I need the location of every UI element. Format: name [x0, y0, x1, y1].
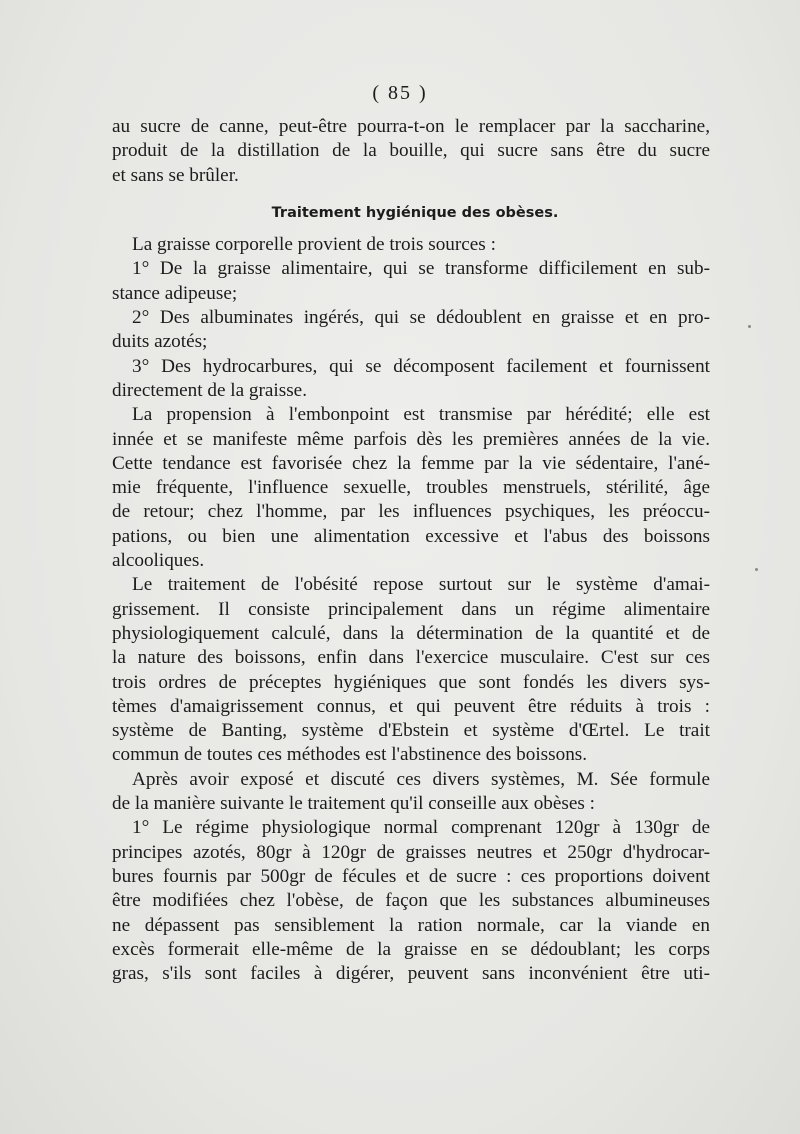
text-line: 3° Des hydrocarbures, qui se décomposent facilement et fournissent: [132, 355, 710, 377]
text-line: alcooliques.: [112, 550, 205, 572]
text-line: grissement. Il consiste principalement dans un régime alimentaire: [112, 598, 710, 620]
page-number: ( 85 ): [372, 82, 428, 104]
text-line: au sucre de canne, peut-être pourra-t-on le remplacer par la saccharine,: [112, 116, 710, 137]
text-line: pations, ou bien une alimentation excessive et l'abus des boissons: [112, 525, 710, 547]
text-line: tèmes d'amaigrissement connus, et qui peuvent être réduits à trois :: [112, 695, 710, 717]
text-line: 2° Des albuminates ingérés, qui se dédoublent en graisse et en pro-: [132, 307, 710, 329]
text-line: stance adipeuse;: [112, 282, 238, 304]
text-line: directement de la graisse.: [112, 379, 307, 401]
text-line: La graisse corporelle provient de trois sources :: [132, 234, 496, 256]
section-heading: Traitement hygiénique des obèses.: [271, 204, 559, 221]
text-line: Le traitement de l'obésité repose surtout sur le système d'amai-: [132, 574, 710, 596]
text-line: gras, s'ils sont faciles à digérer, peuvent sans inconvénient être uti-: [112, 963, 710, 985]
paper-speck: [755, 568, 758, 571]
text-line: et sans se brûler.: [112, 164, 239, 186]
text-line: principes azotés, 80gr à 120gr de graisses neutres et 250gr d'hydrocar-: [112, 841, 710, 863]
text-line: de retour; chez l'homme, par les influences psychiques, les préoccu-: [112, 501, 710, 523]
body-text: [112, 115, 710, 986]
text-line: 1° Le régime physiologique normal comprenant 120gr à 130gr de: [132, 817, 710, 839]
text-line: produit de la distillation de la bouille, qui sucre sans être du sucre: [112, 140, 710, 162]
paper-speck: [748, 325, 751, 328]
text-line: de la manière suivante le traitement qu'il conseille aux obèses :: [112, 793, 595, 815]
text-line: Cette tendance est favorisée chez la femme par la vie sédentaire, l'ané-: [112, 452, 710, 474]
text-line: innée et se manifeste même parfois dès les premières années de la vie.: [112, 428, 710, 450]
text-line: système de Banting, système d'Ebstein et système d'Œrtel. Le trait: [112, 720, 710, 742]
text-line: bures fournis par 500gr de fécules et de sucre : ces proportions doivent: [112, 865, 710, 887]
text-line: 1° De la graisse alimentaire, qui se transforme difficilement en sub-: [132, 258, 710, 280]
text-line: excès formerait elle-même de la graisse en se dédoublant; les corps: [112, 938, 710, 960]
text-line: mie fréquente, l'influence sexuelle, troubles menstruels, stérilité, âge: [112, 477, 710, 499]
text-line: Après avoir exposé et discuté ces divers systèmes, M. Sée formule: [132, 768, 710, 790]
text-line: être modifiées chez l'obèse, de façon que les substances albumineuses: [112, 890, 710, 912]
text-line: commun de toutes ces méthodes est l'abstinence des boissons.: [112, 744, 588, 766]
text-line: physiologiquement calculé, dans la détermination de la quantité et de: [112, 622, 710, 644]
text-line: duits azotés;: [112, 331, 208, 353]
text-line: ne dépassent pas sensiblement la ration normale, car la viande en: [112, 914, 710, 936]
text-line: la nature des boissons, enfin dans l'exercice musculaire. C'est sur ces: [112, 647, 710, 669]
text-line: La propension à l'embonpoint est transmise par hérédité; elle est: [132, 404, 710, 426]
text-line: trois ordres de préceptes hygiéniques que sont fondés les divers sys-: [112, 671, 710, 693]
